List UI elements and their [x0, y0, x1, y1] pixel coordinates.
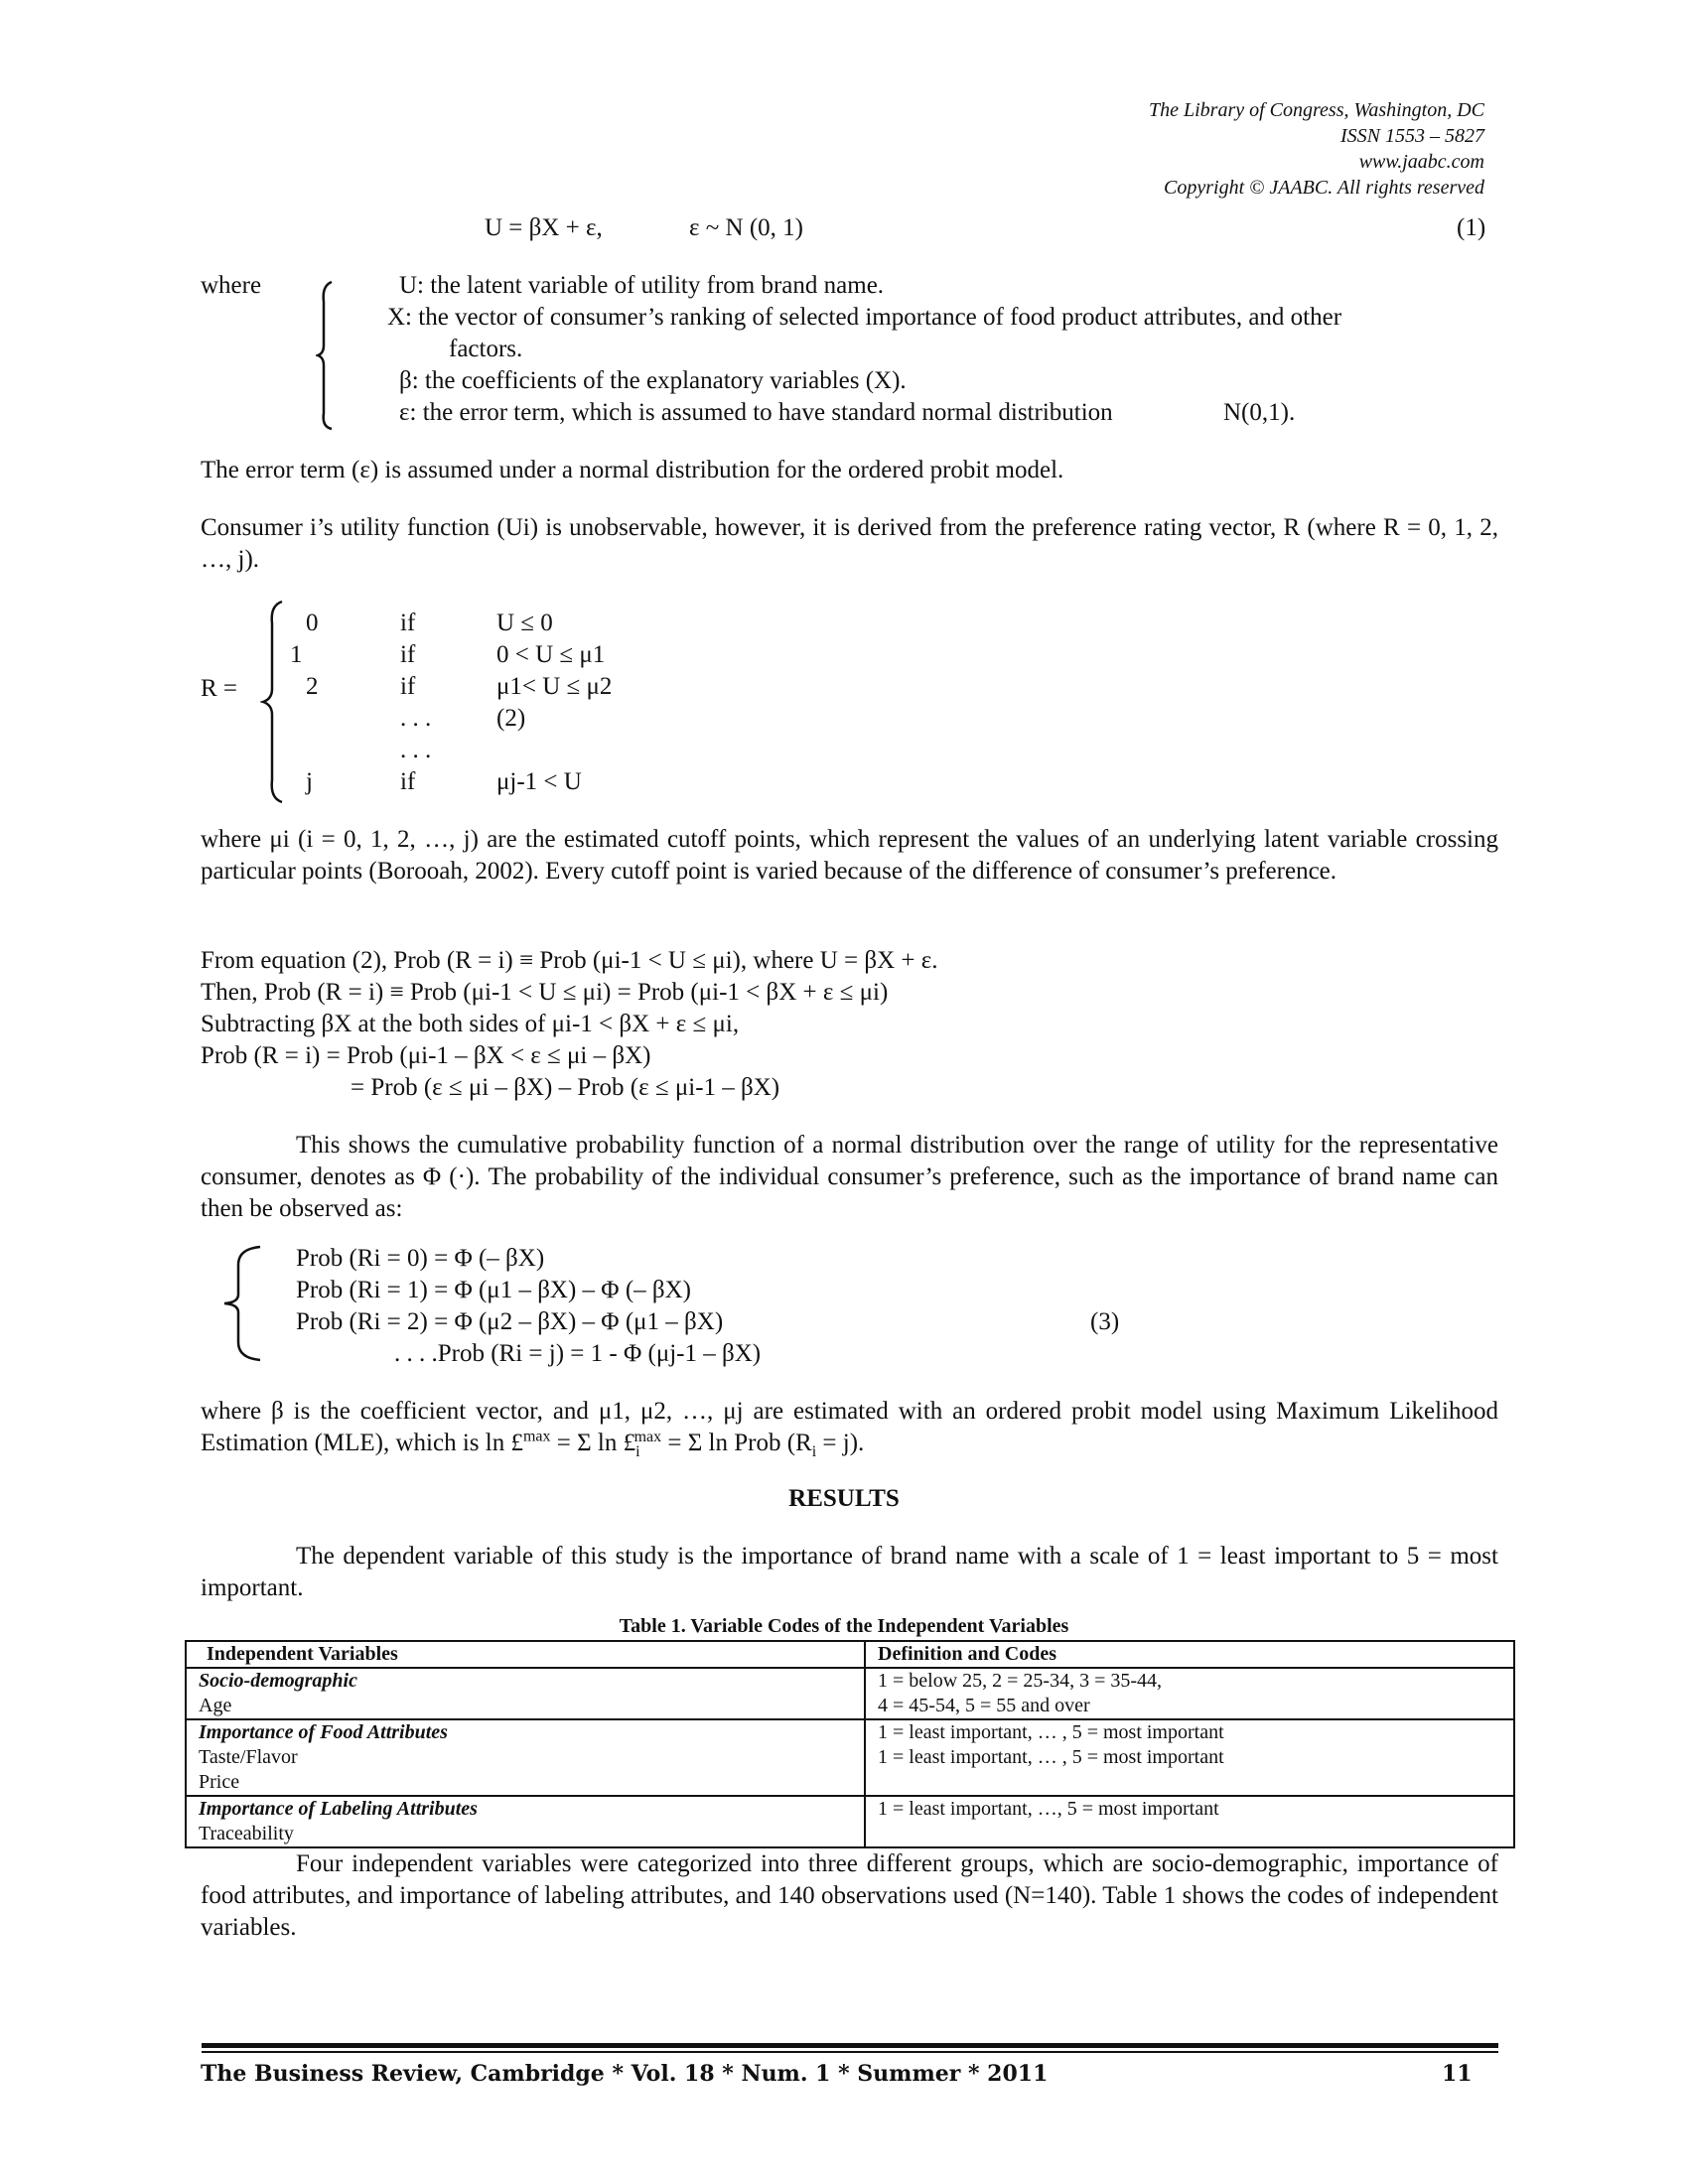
derivation-line-3: Subtracting βX at the both sides of μi-1 < βX + ε ≤ μi,: [201, 1011, 740, 1037]
footer-rule-thick: [202, 2043, 1498, 2048]
r-row-4-cond: . . .: [400, 737, 432, 763]
header-line-issn: ISSN 1553 – 5827: [1340, 125, 1484, 147]
para-dependent: The dependent variable of this study is the importance of brand name with a scale of 1 = least important to 5 = most important.: [201, 1543, 1498, 1601]
header-line-library: The Library of Congress, Washington, DC: [1148, 99, 1484, 121]
para-mle-sup1: max: [522, 1428, 551, 1445]
footer-rule-thin: [202, 2051, 1498, 2053]
group-title: Importance of Food Attributes: [199, 1721, 448, 1743]
where-item-beta: β: the coefficients of the explanatory variables (X).: [399, 367, 907, 394]
derivation-line-5: = Prob (ε ≤ μi – βX) – Prob (ε ≤ μi-1 – βX): [351, 1074, 780, 1101]
para-mle-part4: = j).: [816, 1430, 865, 1456]
derivation-line-1: From equation (2), Prob (R = i) ≡ Prob (μi-1 < U ≤ μi), where U = βX + ε.: [201, 947, 938, 974]
group-title: Importance of Labeling Attributes: [199, 1798, 478, 1820]
table-caption: Table 1. Variable Codes of the Independent Variables: [619, 1615, 1069, 1637]
table-cell-codes: [865, 1719, 1514, 1796]
table-row: [186, 1719, 1514, 1796]
r-row-5-cond: if: [400, 768, 416, 795]
eq3-line-2: Prob (Ri = 1) = Φ (μ1 – βX) – Φ (– βX): [296, 1277, 691, 1303]
para-mle-sub3: i: [811, 1443, 817, 1460]
eq3-brace-icon: [220, 1245, 266, 1362]
variable-name: Traceability: [199, 1823, 294, 1844]
para-cumulative: This shows the cumulative probability function of a normal distribution over the range of utility for the representative consumer, denotes as Φ (·). The probability of the individual consumer’s preference, such as the importance of brand name can then be observed as:: [201, 1132, 1498, 1222]
r-row-5-expr: μj-1 < U: [496, 768, 582, 795]
table-cell-variables: [186, 1796, 865, 1847]
table-header-row: [186, 1641, 1514, 1668]
table-cell-codes: [865, 1796, 1514, 1847]
derivation-line-4: Prob (R = i) = Prob (μi-1 – βX < ε ≤ μi – βX): [201, 1042, 651, 1069]
r-row-2-value: 2: [306, 673, 319, 700]
variable-name: Taste/Flavor: [199, 1746, 298, 1768]
group-title: Socio-demographic: [199, 1670, 357, 1692]
derivation-line-2: Then, Prob (R = i) ≡ Prob (μi-1 < U ≤ μi) = Prob (μi-1 < βX + ε ≤ μi): [201, 979, 889, 1006]
r-brace-icon: [260, 600, 286, 804]
table-cell-variables: [186, 1719, 865, 1796]
para-mle-part3: = Σ ln Prob (R: [661, 1430, 812, 1456]
r-row-2-expr: μ1< U ≤ μ2: [496, 673, 613, 700]
r-label: R =: [201, 675, 238, 702]
header-line-url: www.jaabc.com: [1358, 151, 1484, 173]
para-mle-part2: = Σ ln £: [550, 1430, 636, 1456]
where-item-x: X: the vector of consumer’s ranking of selected importance of food product attributes, and other: [387, 304, 1342, 331]
where-item-u: U: the latent variable of utility from brand name.: [399, 272, 885, 299]
r-row-0-cond: if: [400, 610, 416, 636]
para-utility: Consumer i’s utility function (Ui) is unobservable, however, it is derived from the preference rating vector, R (where R = 0, 1, 2, …, j).: [201, 514, 1498, 573]
where-label: where: [201, 272, 262, 299]
where-item-epsilon: ε: the error term, which is assumed to have standard normal distribution: [399, 399, 1113, 426]
code-text: 4 = 45-54, 5 = 55 and over: [878, 1695, 1090, 1716]
eq3-line-1: Prob (Ri = 0) = Φ (– βX): [296, 1245, 545, 1272]
table-row: [186, 1668, 1514, 1719]
r-row-3-expr: (2): [496, 705, 526, 732]
para-four-variables: Four independent variables were categorized into three different groups, which are socio-demographic, importance of food attributes, and importance of labeling attributes, and 140 observations used (N=140). Table 1 shows the codes of independent variables.: [201, 1850, 1498, 1941]
results-heading: RESULTS: [788, 1485, 900, 1512]
table-header-codes: Definition and Codes: [865, 1641, 1514, 1668]
code-text: 1 = least important, …, 5 = most important: [878, 1798, 1219, 1820]
r-row-0-value: 0: [306, 610, 319, 636]
table-header-variables: Independent Variables: [186, 1641, 865, 1668]
r-row-1-cond: if: [400, 641, 416, 668]
eq1-right: ε ~ N (0, 1): [689, 214, 803, 241]
para-error-term: The error term (ε) is assumed under a normal distribution for the ordered probit model.: [201, 457, 1064, 483]
code-text: 1 = least important, … , 5 = most important: [878, 1721, 1224, 1743]
footer-journal: The Business Review, Cambridge * Vol. 18 * Num. 1 * Summer * 2011: [201, 2061, 1049, 2087]
where-item-epsilon-dist: N(0,1).: [1223, 399, 1296, 426]
where-item-x-cont: factors.: [449, 336, 523, 362]
r-row-1-expr: 0 < U ≤ μ1: [496, 641, 606, 668]
eq3-number: (3): [1090, 1308, 1120, 1335]
r-row-1-value: 1: [290, 641, 303, 668]
r-row-5-value: j: [306, 768, 313, 795]
eq1-number: (1): [1457, 214, 1486, 241]
r-row-3-cond: . . .: [400, 705, 432, 732]
para-mle-part1: where β is the coefficient vector, and μ1, μ2, …, μj are estimated with an ordered probit model using Maximum Likelihood Estimation (MLE), which is ln £: [201, 1398, 1498, 1456]
eq1-left: U = βX + ε,: [485, 214, 603, 241]
para-mle-sub2: i: [635, 1443, 640, 1460]
para-mle: [201, 1396, 1498, 1459]
eq3-line-4: . . . .Prob (Ri = j) = 1 - Φ (μj-1 – βX): [394, 1340, 762, 1367]
journal-header: [1149, 97, 1484, 201]
r-row-0-expr: U ≤ 0: [496, 610, 553, 636]
code-text: 1 = below 25, 2 = 25-34, 3 = 35-44,: [878, 1670, 1163, 1692]
eq3-line-3: Prob (Ri = 2) = Φ (μ2 – βX) – Φ (μ1 – βX): [296, 1308, 724, 1335]
table-row: [186, 1796, 1514, 1847]
where-brace-icon: [316, 280, 338, 431]
table-cell-variables: [186, 1668, 865, 1719]
r-row-2-cond: if: [400, 673, 416, 700]
para-mle-sup2: max: [633, 1428, 662, 1445]
footer-page-number: 11: [1442, 2061, 1473, 2087]
header-line-copyright: Copyright © JAABC. All rights reserved: [1164, 177, 1484, 199]
variable-name: Price: [199, 1771, 240, 1793]
table-cell-codes: [865, 1668, 1514, 1719]
para-cutoff: where μi (i = 0, 1, 2, …, j) are the estimated cutoff points, which represent the values of an underlying latent variable crossing particular points (Borooah, 2002). Every cutoff point is varied because of the difference of consumer’s preference.: [201, 826, 1498, 885]
code-text: 1 = least important, … , 5 = most important: [878, 1746, 1224, 1768]
variable-codes-table: [185, 1640, 1515, 1848]
variable-name: Age: [199, 1695, 232, 1716]
